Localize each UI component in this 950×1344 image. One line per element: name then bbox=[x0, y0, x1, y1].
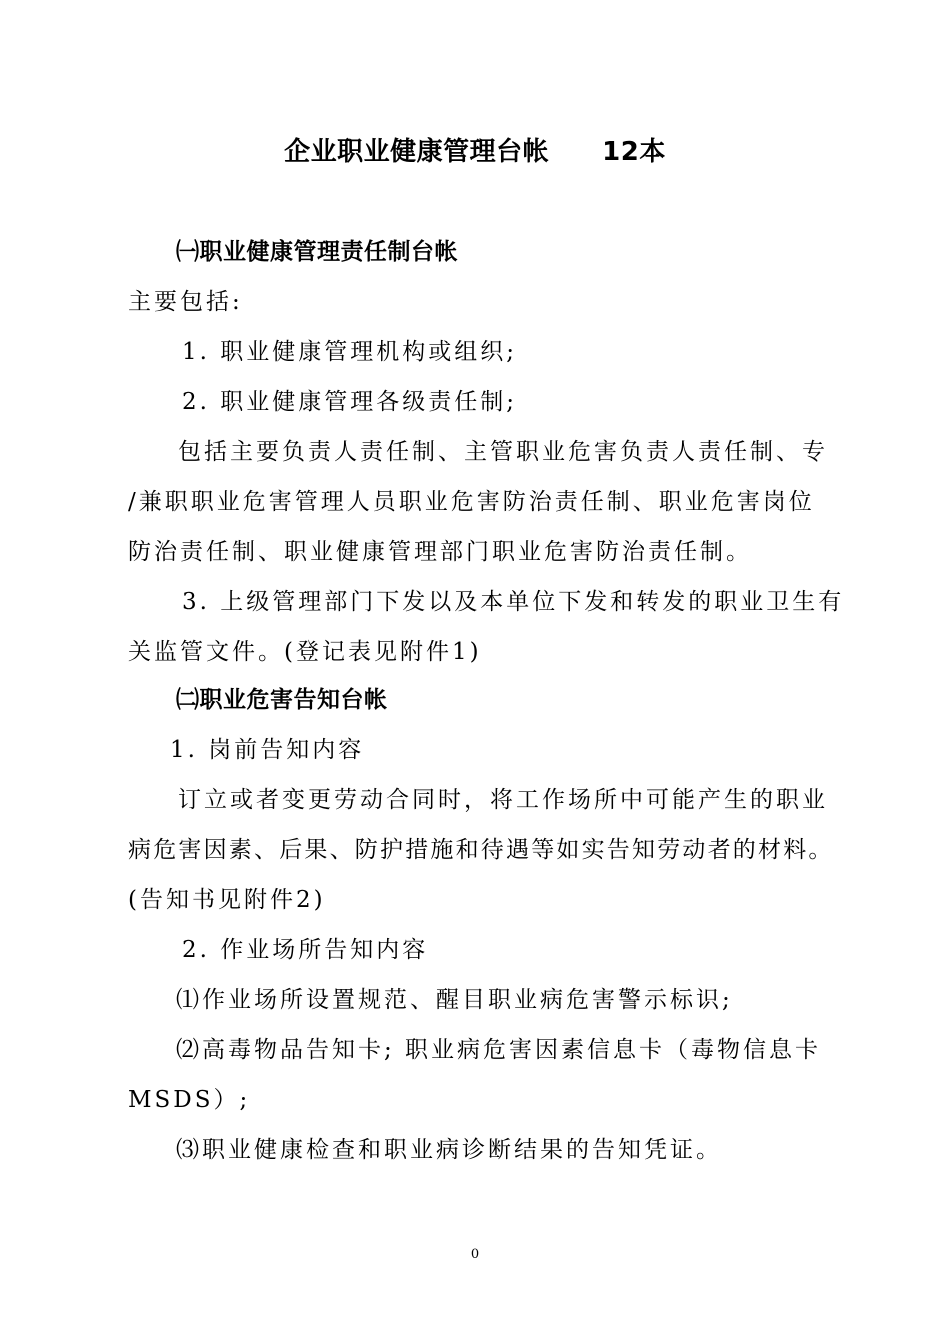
paragraph-line: MSDS）; bbox=[128, 1087, 251, 1113]
section-heading-1: ㈠职业健康管理责任制台帐 bbox=[176, 239, 458, 265]
list-item: ⑴作业场所设置规范、醒目职业病危害警示标识; bbox=[176, 987, 733, 1013]
paragraph-line: (告知书见附件2) bbox=[128, 887, 326, 913]
paragraph-line: /兼职职业危害管理人员职业危害防治责任制、职业危害岗位 bbox=[128, 489, 815, 515]
list-item: ⑶职业健康检查和职业病诊断结果的告知凭证。 bbox=[176, 1137, 722, 1163]
paragraph-line: 主要包括: bbox=[128, 289, 243, 315]
page-number: 0 bbox=[470, 1247, 480, 1262]
list-item: 3. 上级管理部门下发以及本单位下发和转发的职业卫生有 bbox=[182, 589, 845, 615]
list-item: 2. 职业健康管理各级责任制; bbox=[182, 389, 518, 415]
list-item: 1. 岗前告知内容 bbox=[170, 737, 365, 763]
paragraph-line: 订立或者变更劳动合同时，将工作场所中可能产生的职业 bbox=[178, 787, 828, 813]
paragraph-line: 包括主要负责人责任制、主管职业危害负责人责任制、专 bbox=[178, 439, 828, 465]
document-title: 企业职业健康管理台帐 12本 bbox=[284, 137, 666, 167]
paragraph-line: 病危害因素、后果、防护措施和待遇等如实告知劳动者的材料。 bbox=[128, 837, 834, 863]
list-item: 1. 职业健康管理机构或组织; bbox=[182, 339, 518, 365]
list-item: 2. 作业场所告知内容 bbox=[182, 937, 429, 963]
paragraph-line: 防治责任制、职业健康管理部门职业危害防治责任制。 bbox=[128, 539, 752, 565]
list-item: ⑵高毒物品告知卡; 职业病危害因素信息卡（毒物信息卡 bbox=[176, 1037, 822, 1063]
paragraph-line: 关监管文件。(登记表见附件1) bbox=[128, 639, 482, 665]
section-heading-2: ㈡职业危害告知台帐 bbox=[176, 687, 388, 713]
